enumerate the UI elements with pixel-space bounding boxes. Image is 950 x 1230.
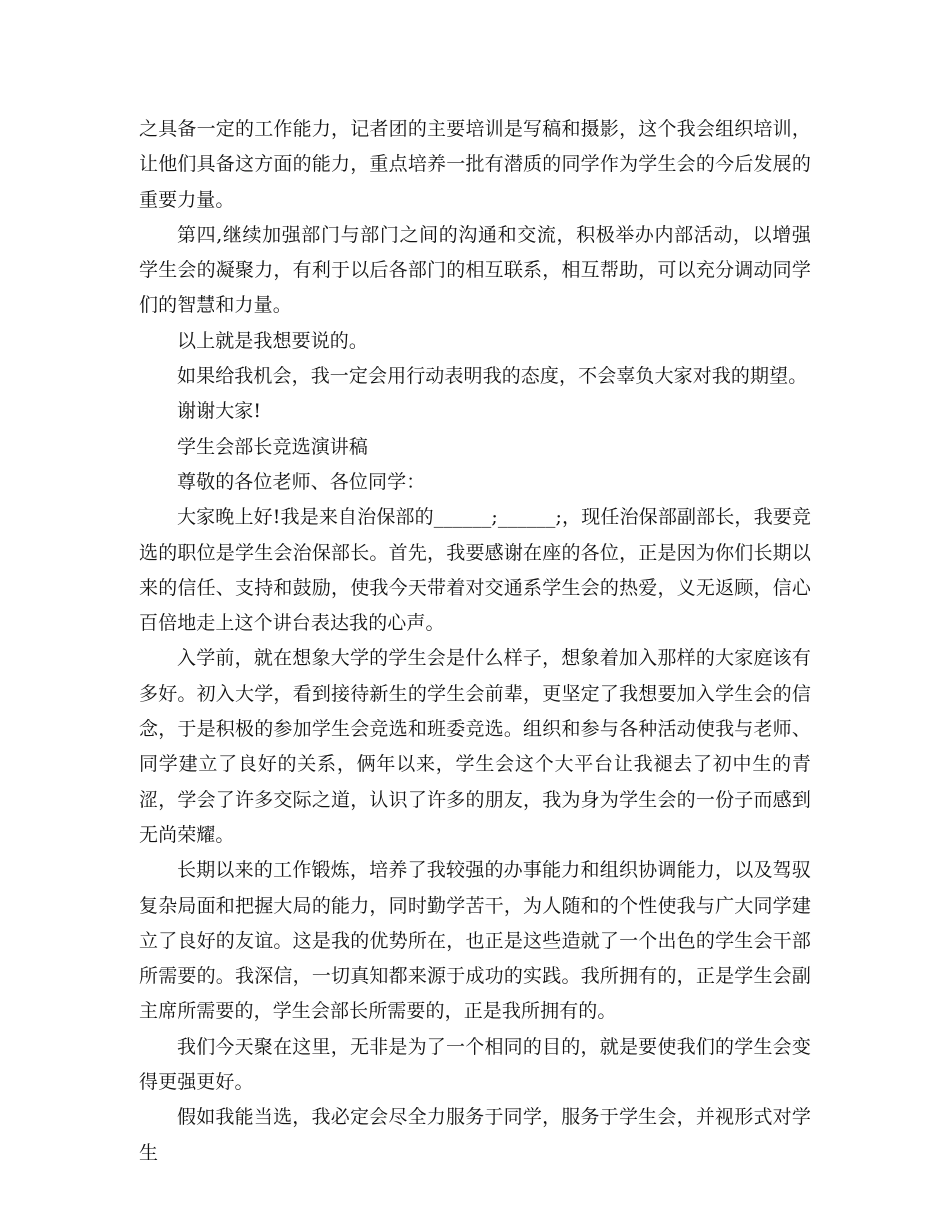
salutation: 尊敬的各位老师、各位同学： xyxy=(177,470,426,493)
paragraph-11: 我们今天聚在这里，无非是为了一个相同的目的，就是要使我们的学生会变得更强更好。 xyxy=(139,1035,811,1094)
paragraph-2: 第四,继续加强部门与部门之间的沟通和交流，积极举办内部活动，以增强学生会的凝聚力，有利于以后各部门的相互联系，相互帮助，可以充分调动同学们的智慧和力量。 xyxy=(139,223,811,317)
paragraph-12: 假如我能当选，我必定会尽全力服务于同学，服务于学生会，并视形式对学生 xyxy=(139,1106,811,1164)
paragraph-10: 长期以来的工作锻炼，培养了我较强的办事能力和组织协调能力，以及驾驭复杂局面和把握大局的能力，同时勤学苦干，为人随和的个性使我与广大同学建立了良好的友谊。这是我的优势所在，也正是这些造就了一个出色的学生会干部所需要的。我深信，一切真知都来源于成功的实践。我所拥有的，正是学生会副主席所需要的，学生会部长所需要的，正是我所拥有的。 xyxy=(139,859,811,1023)
speech-title: 学生会部长竞选演讲稿 xyxy=(177,435,369,458)
paragraph-4: 如果给我机会，我一定会用行动表明我的态度，不会辜负大家对我的期望。 xyxy=(177,365,808,388)
paragraph-9: 入学前，就在想象大学的学生会是什么样子，想象着加入那样的大家庭该有多好。初入大学，看到接待新生的学生会前辈，更坚定了我想要加入学生会的信念，于是积极的参加学生会竞选和班委竞选。组织和参与各种活动使我与老师、同学建立了良好的关系，俩年以来，学生会这个大平台让我褪去了初中生的青涩，学会了许多交际之道，认识了许多的朋友，我为身为学生会的一份子而感到无尚荣耀。 xyxy=(139,647,811,846)
paragraph-5: 谢谢大家! xyxy=(177,400,262,423)
paragraph-1: 之具备一定的工作能力，记者团的主要培训是写稿和摄影，这个我会组织培训，让他们具备这方面的能力，重点培养一批有潜质的同学作为学生会的今后发展的重要力量。 xyxy=(139,118,811,211)
paragraph-8: 大家晚上好!我是来自治保部的______;______;，现任治保部副部长，我要竞选的职位是学生会治保部长。首先，我要感谢在座的各位，正是因为你们长期以来的信任、支持和鼓励，使我今天带着对交通系学生会的热爱，义无返顾，信心百倍地走上这个讲台表达我的心声。 xyxy=(139,506,811,635)
paragraph-3: 以上就是我想要说的。 xyxy=(177,329,369,352)
document-body xyxy=(139,112,811,1171)
